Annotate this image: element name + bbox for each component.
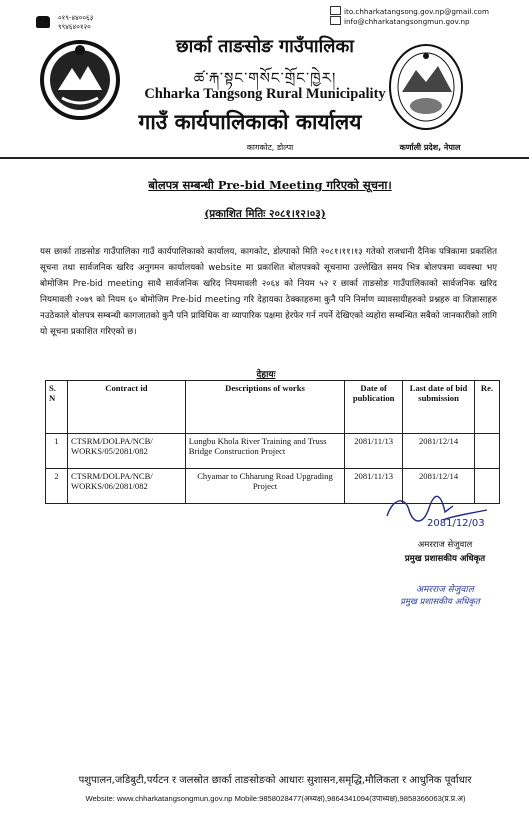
email-icon — [330, 6, 341, 15]
header-description: Descriptions of works — [185, 381, 344, 434]
cell-remarks — [474, 434, 499, 469]
cell-date-publication: 2081/11/13 — [345, 434, 403, 469]
signatory-title: प्रमुख प्रशासकीय अधिकृत — [404, 554, 486, 564]
publication-date: (प्रकाशित मितिः २०८१।१२।०३) — [204, 208, 326, 220]
table-row — [46, 434, 500, 469]
telephone-icon — [36, 16, 50, 28]
cell-sn: 1 — [46, 434, 68, 469]
municipality-logo — [386, 42, 466, 132]
signatory-name: अमरराज सेजुवाल — [417, 540, 473, 550]
contracts-table — [45, 380, 500, 504]
cell-last-date: 2081/12/14 — [403, 434, 475, 469]
annex-label: देहायः — [256, 370, 276, 380]
office-location: कागकोट, डोल्पा — [246, 143, 294, 152]
office-name: गाउँ कार्यपालिकाको कार्यालय — [138, 110, 362, 134]
stamp-name: अमरराज सेजुवाल — [416, 585, 474, 595]
contact-emails — [330, 6, 489, 26]
cell-date-publication: 2081/11/13 — [345, 469, 403, 504]
municipality-name-english: Chharka Tangsong Rural Municipality — [144, 86, 386, 102]
header-date-publication: Date of publication — [345, 381, 403, 434]
cell-contract-id: CTSRM/DOLPA/NCB/ WORKS/06/2081/082 — [67, 469, 185, 504]
handwritten-signature — [383, 490, 493, 530]
footer-slogan: पशुपालन,जडिबुटी,पर्यटन र जलस्रोत छार्का ताङसोङको आधारः सुशासन,समृद्धि,मौलिकता र आधुनिक पूर्वाधार — [78, 775, 472, 786]
notice-body: यस छार्का ताङसोङ गाउँपालिका गाउँ कार्यपालिकाको कार्यालय, कागकोट, डोल्पाको मिति २०८१।११।१३ गतेको राजधानी दैनिक पत्रिकामा प्रकाशित सूचना तथा सार्वजनिक खरिद अनुगमन कार्यालयको website मा प्रकाशित बोलपत्रको सूचनामा उल्लेखित समय भित्र बोलपत्रमा व्यवस्था भए बोमोजिम Pre-bid meeting साथै सार्वजनिक खरिद नियमावली २०६४ को नियम ५२ र छार्का ताङसोङ गाउँपालिकाको सार्वजनिक खरिद नियमावली २०७९ को नियम ६० बोमोजिम Pre-bid meeting गरि देहायका ठेक्काहरुमा कुनै पनि निर्माण व्यावसायीहरुको प्रश्नहरु वा जिज्ञासाहरु नउठेकाले बोलपत्र सम्बन्धी कागजातको कुनै पनि प्राविधिक वा व्यापारिक पक्षमा हेरफेर गर्न नपर्ने देखिएको व्यहोरा सम्बन्धित सबैको जानकारीको लागि यो सूचना प्रकाशित गरिएको छ। — [40, 247, 497, 337]
municipality-name-tibetan: ཚ་རྐ་སྟང་གསོང་གྲོང་ཁྱེར། — [193, 69, 337, 87]
province-label: कर्णाली प्रदेश, नेपाल — [399, 143, 461, 152]
cell-description: Chyamar to Chharung Road Upgrading Project — [185, 469, 344, 504]
nepal-emblem-logo — [38, 38, 122, 122]
cell-contract-id: CTSRM/DOLPA/NCB/ WORKS/05/2081/082 — [67, 434, 185, 469]
cell-sn: 2 — [46, 469, 68, 504]
footer-contact: Website: www.chharkatangsongmun.gov.np Mobile:9858028477(अध्यक्ष),9864341094(उपाध्यक्ष),9858366063(प्र.प्र.अ) — [85, 794, 466, 803]
phone-number-2: ९९४६४०१२० — [58, 23, 91, 31]
email-1: ito.chharkatangsong.gov.np@gmail.com — [344, 7, 489, 16]
header-sn: S. N — [46, 381, 68, 434]
stamp-title: प्रमुख प्रशासकीय अधिकृत — [400, 597, 480, 607]
header-last-date: Last date of bid submission — [403, 381, 475, 434]
header-remarks: Re. — [474, 381, 499, 434]
email-icon — [330, 16, 341, 25]
cell-description: Lungbu Khola River Training and Truss Bridge Construction Project — [185, 434, 344, 469]
signature-date: 2081/12/03 — [427, 518, 485, 529]
header-contract-id: Contract id — [67, 381, 185, 434]
phone-number-1: ०१९-४४००६३ — [58, 14, 94, 22]
email-2: info@chharkatangsongmun.gov.np — [344, 17, 470, 26]
header-divider — [0, 157, 529, 159]
cell-last-date: 2081/12/14 — [403, 469, 475, 504]
municipality-name-nepali: छार्का ताङसोङ गाउँपालिका — [176, 36, 354, 57]
table-header-row — [46, 381, 500, 434]
notice-subject: बोलपत्र सम्बन्धी Pre-bid Meeting गरिएको सूचना। — [148, 178, 392, 192]
